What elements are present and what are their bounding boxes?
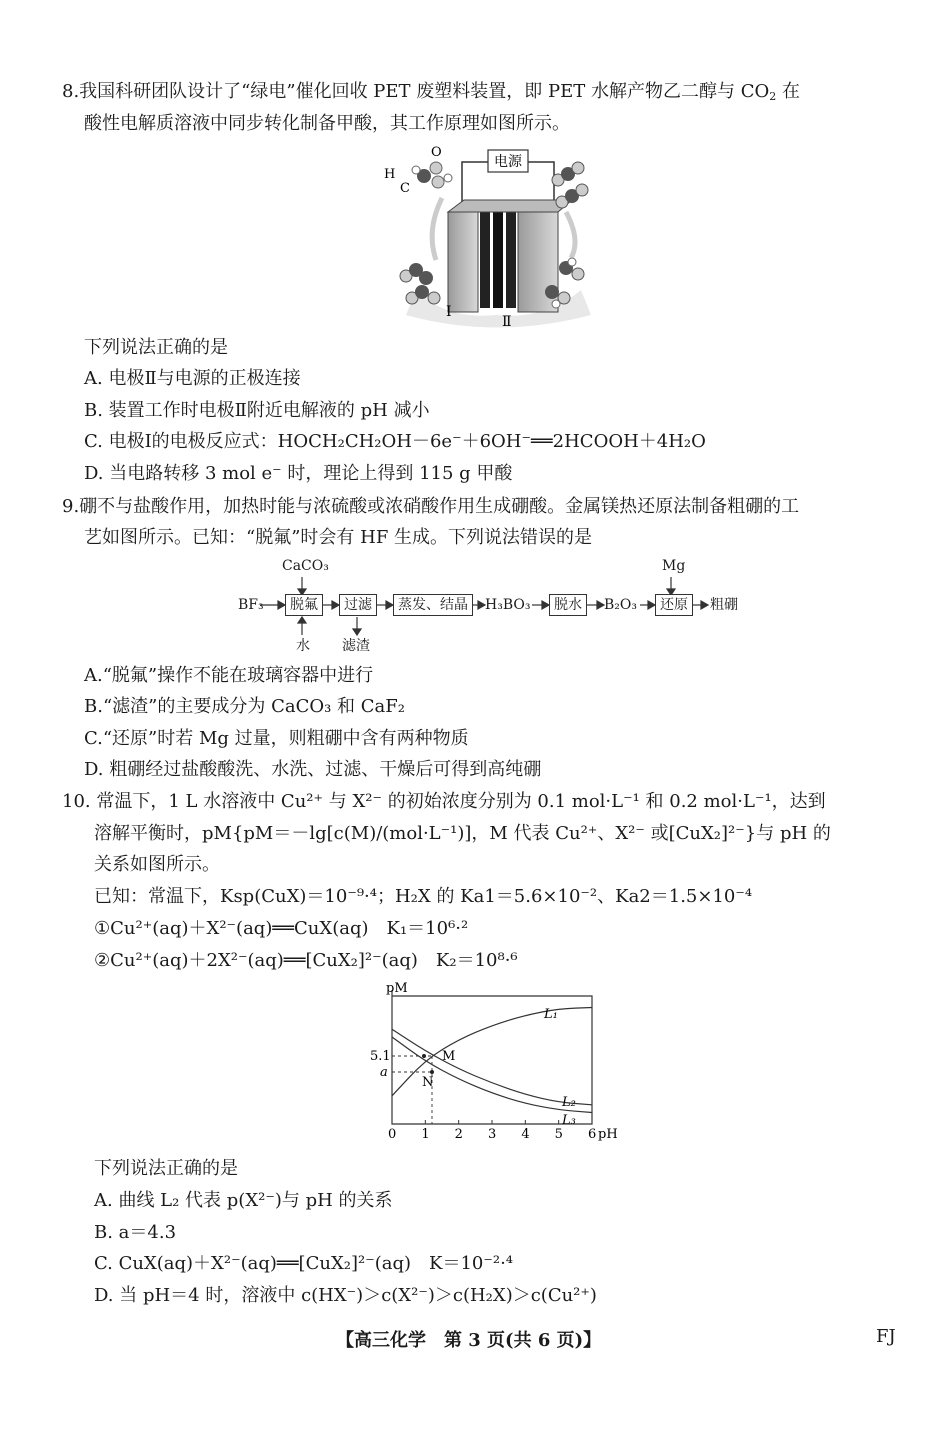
q8-prompt: 下列说法正确的是 [84,337,228,358]
atom-c-label: C [400,181,410,196]
page-footer: 【高三化学 第 3 页(共 6 页)】 [336,1330,602,1351]
q8-stem-line1: 8.我国科研团队设计了“绿电”催化回收 PET 废塑料装置，即 PET 水解产物乙二醇与 $CO_2$ 在 [62,81,800,103]
membrane-1 [480,206,490,308]
point-m [422,1054,426,1058]
x-tick-label-0: 0 [388,1127,397,1142]
atom-h-label: H [384,167,396,182]
q8-option-c[interactable]: C. 电极Ⅰ的电极反应式：HOCH₂CH₂OH－6e⁻＋6OH⁻══2HCOOH＋4H₂O [84,431,706,452]
electrode-2-label: Ⅱ [502,314,512,330]
q8-stem-line2: 酸性电解质溶液中同步转化制备甲酸，其工作原理如图所示。 [84,113,570,134]
q10-option-c[interactable]: C. CuX(aq)＋X²⁻(aq)══[CuX₂]²⁻(aq) K＝10⁻²·⁴ [94,1253,514,1274]
q10-stem-line3: 关系如图所示。 [94,854,220,875]
electrode-1-plate [448,212,478,312]
flow-product: 粗硼 [710,597,738,613]
x-tick-label-2: 2 [454,1127,463,1142]
q8-option-d[interactable]: D. 当电路转移 3 mol e⁻ 时，理论上得到 115 g 甲酸 [84,463,513,484]
q10-equation-1: ①Cu²⁺(aq)＋X²⁻(aq)══CuX(aq) K₁＝10⁶·² [94,918,469,939]
q10-option-a[interactable]: A. 曲线 L₂ 代表 p(X²⁻)与 pH 的关系 [94,1190,393,1211]
electrode-1-label: Ⅰ [446,304,452,320]
x-tick-label-3: 3 [488,1127,497,1142]
q10-pm-ph-chart [360,978,620,1153]
q9-process-flowchart [230,555,750,655]
membrane-2 [493,206,503,308]
flow-step-reduce: 还原 [655,594,693,616]
series-line-l2 [392,1029,592,1105]
q10-equation-2: ②Cu²⁺(aq)＋2X²⁻(aq)══[CuX₂]²⁻(aq) K₂＝10⁸·⁶ [94,950,518,971]
q9-option-b[interactable]: B.“滤渣”的主要成分为 CaCO₃ 和 CaF₂ [84,696,405,717]
q10-prompt: 下列说法正确的是 [94,1158,238,1179]
point-n-label: N [422,1075,434,1090]
q9-option-d[interactable]: D. 粗硼经过盐酸酸洗、水洗、过滤、干燥后可得到高纯硼 [84,759,542,780]
q8-option-a[interactable]: A. 电极Ⅱ与电源的正极连接 [84,368,301,389]
q10-option-b[interactable]: B. a＝4.3 [94,1222,177,1243]
flow-input-mg: Mg [662,558,686,574]
flow-step-defluorinate: 脱氟 [285,594,323,616]
series-label-l1: L₁ [544,1007,558,1022]
x-tick-label-6: 6 [588,1127,597,1142]
x-tick-label-1: 1 [421,1127,430,1142]
membrane-3 [506,206,516,308]
q9-option-c[interactable]: C.“还原”时若 Mg 过量，则粗硼中含有两种物质 [84,728,469,749]
flow-step-dehydrate: 脱水 [549,594,587,616]
q9-stem-line2: 艺如图所示。已知：“脱氟”时会有 HF 生成。下列说法错误的是 [84,527,593,548]
flow-step-evaporate: 蒸发、结晶 [393,594,473,616]
power-source-label: 电源 [494,154,522,170]
y-tick-a: a [380,1065,388,1080]
q8-option-b[interactable]: B. 装置工作时电极Ⅱ附近电解液的 pH 减小 [84,400,430,421]
flow-step-filter: 过滤 [339,594,377,616]
x-axis-label: pH [598,1127,618,1142]
point-n [430,1070,434,1074]
y-tick-5-1: 5.1 [370,1049,391,1064]
flow-mid-b2o3: B₂O₃ [604,597,637,613]
flow-residue: 滤渣 [342,638,370,654]
series-label-l3: L₃ [562,1113,576,1128]
flow-start-bf3: BF₃ [238,597,264,613]
q8-electrolysis-figure [376,140,616,340]
q10-known: 已知：常温下，Ksp(CuX)＝10⁻⁹·⁴；H₂X 的 Ka1＝5.6×10⁻²、Ka2＝1.5×10⁻⁴ [94,886,753,907]
flow-input-water: 水 [296,638,310,654]
q9-stem-line1: 9.硼不与盐酸作用，加热时能与浓硫酸或浓硝酸作用生成硼酸。金属镁热还原法制备粗硼的工 [62,496,800,517]
flow-input-caco3: CaCO₃ [282,558,329,574]
q10-stem-line1: 10. 常温下，1 L 水溶液中 Cu²⁺ 与 X²⁻ 的初始浓度分别为 0.1 mol·L⁻¹ 和 0.2 mol·L⁻¹，达到 [62,791,826,812]
x-tick-label-5: 5 [554,1127,563,1142]
q10-option-d[interactable]: D. 当 pH＝4 时，溶液中 c(HX⁻)＞c(X²⁻)＞c(H₂X)＞c(Cu²⁺) [94,1285,597,1306]
x-tick-label-4: 4 [521,1127,530,1142]
atom-o-label: O [431,145,442,160]
point-m-label: M [442,1049,456,1064]
footer-code: FJ [876,1326,896,1347]
series-label-l2: L₂ [562,1095,576,1110]
ethylene-glycol-molecules [400,263,440,304]
q10-stem-line2: 溶解平衡时，pM{pM＝－lg[c(M)/(mol·L⁻¹)]，M 代表 Cu²⁺、X²⁻ 或[CuX₂]²⁻}与 pH 的 [94,823,831,844]
formic-acid-molecule [412,162,452,188]
flow-mid-h3bo3: H₃BO₃ [485,597,531,613]
q9-option-a[interactable]: A.“脱氟”操作不能在玻璃容器中进行 [84,665,374,686]
y-axis-label: pM [386,981,408,996]
co2-molecules [552,162,588,208]
